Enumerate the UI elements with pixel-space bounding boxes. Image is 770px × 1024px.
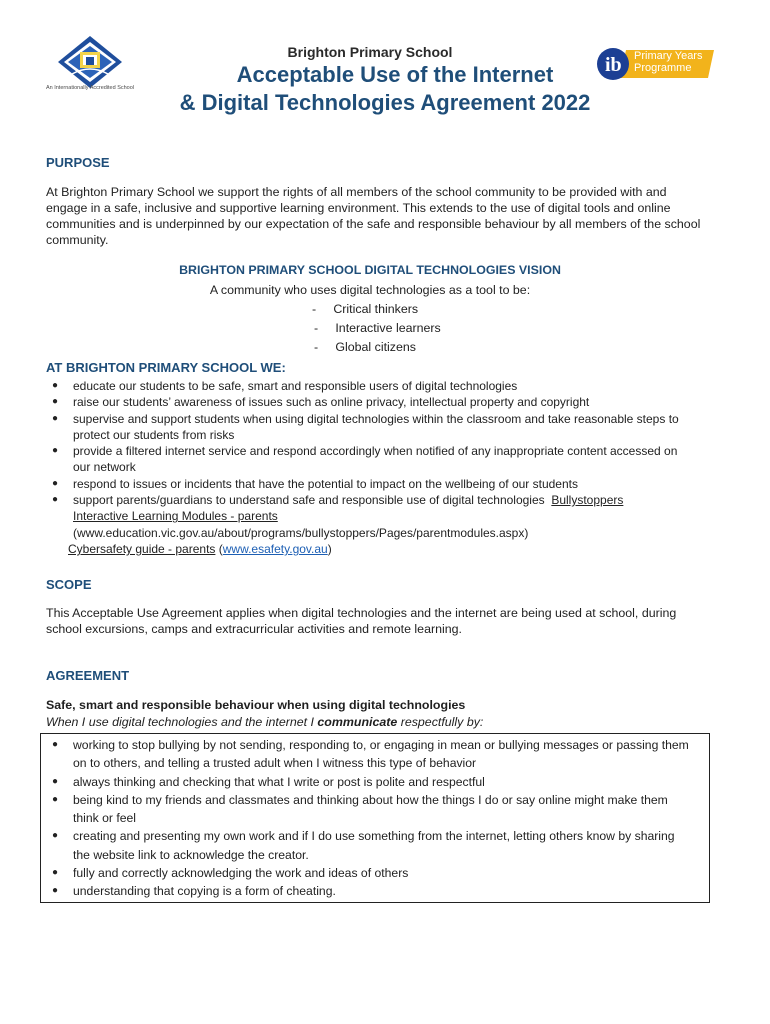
bullet: ● [52,412,59,424]
bullet: ● [52,445,59,457]
list-item: ● creating and presenting my own work and if I do use something from the internet, letting others know by sharing the website link to acknowledge the creator. [52,829,675,862]
list-item: ● working to stop bullying by not sending, responding to, or engaging in mean or bullying messages or passing them on to others, and telling a trusted adult when I witness this type of behavior [52,738,689,771]
agreement-subheading: Safe, smart and responsible behaviour when using digital technologies [46,698,466,712]
scope-text: This Acceptable Use Agreement applies when digital technologies and the internet are being used at school, during school excursions, camps and extracurricular activities and remote learning. [46,606,677,636]
vision-item-global-citizens [314,340,416,354]
scope-heading: SCOPE [46,577,92,592]
vision-item-label: Global citizens [335,340,416,354]
bullet: ● [52,494,59,506]
list-item: ● being kind to my friends and classmates and thinking about how the things I do or say online might make them think or feel [52,792,668,826]
vision-item-label: Interactive learners [335,321,441,335]
list-item: ● raise our students’ awareness of issues such as online privacy, intellectual property and copyright [52,395,590,410]
vision-intro: A community who uses digital technologies as a tool to be: [209,283,531,297]
vision-heading: BRIGHTON PRIMARY SCHOOL DIGITAL TECHNOLOGIES VISION [179,263,561,277]
bullet: ● [52,477,59,489]
we-list [46,378,686,541]
list-item: ● fully and correctly acknowledging the work and ideas of others [46,864,694,882]
we-heading: AT BRIGHTON PRIMARY SCHOOL WE: [46,360,286,375]
agreement-list [46,736,694,901]
bullet: ● [52,885,59,897]
cybersafety-guide-link[interactable]: Cybersafety guide - parents [68,542,216,556]
bullet: ● [52,380,59,391]
bullet: ● [52,867,59,879]
bullystoppers-link[interactable]: Bullystoppers [551,493,624,508]
document-title-line-2: & Digital Technologies Agreement 2022 [179,90,591,115]
vision-dash: - [314,321,319,335]
ib-label-line-2: Programme [634,62,692,74]
agreement-heading: AGREEMENT [46,668,130,683]
vision-item-label: Critical thinkers [333,302,419,316]
purpose-text: At Brighton Primary School we support the rights of all members of the school community to be provided with and engage in a safe, inclusive and supportive learning environment. This extends to the use of digital tools and online communities and is underpinned by our expectation of the safe and responsible behaviour by all members of the school community. [46,185,701,247]
agreement-intro: When I use digital technologies and the internet I communicate respectfully by: [46,715,484,729]
list-item: ● always thinking and checking that what I write or post is polite and respectful [46,773,694,791]
interactive-modules-link[interactable]: Interactive Learning Modules - parents [73,509,278,524]
school-name: Brighton Primary School [287,44,453,60]
list-item: ● understanding that copying is a form of cheating. [46,882,694,900]
vision-dash: - [314,340,319,354]
list-item: ● provide a filtered internet service and respond accordingly when notified of any inappropriate content accessed on our network [52,444,678,475]
vision-item-interactive-learners [314,321,441,335]
logo-caption: An Internationally Accredited School [45,85,135,91]
bullet: ● [52,775,59,787]
svg-text:ib: ib [605,54,622,76]
vision-item-critical-thinkers [312,302,418,316]
esafety-link[interactable]: www.esafety.gov.au [222,542,328,556]
vision-dash: - [312,302,317,316]
ib-label-line-1: Primary Years [634,50,703,62]
list-item: ● support parents/guardians to understand safe and responsible use of digital technologies Bullystoppers Interactive Learning Modules - parents (www.education.vic.gov.au/about/programs/bullystoppers/Pages/parentmodules.aspx) [52,493,624,540]
document-title-line-1: Acceptable Use of the Internet [236,62,554,87]
bullystoppers-url: (www.education.vic.gov.au/about/programs/bullystoppers/Pages/parentmodules.aspx) [73,525,529,540]
bullet: ● [52,830,59,842]
cybersafety-line: Cybersafety guide - parents (www.esafety.gov.au) [68,542,332,556]
list-item: ● supervise and support students when using digital technologies within the classroom and take reasonable steps to protect our students from risks [52,411,679,442]
bullet: ● [52,396,59,408]
purpose-heading: PURPOSE [46,155,110,170]
bullet: ● [52,793,59,805]
list-item: ● respond to issues or incidents that have the potential to impact on the wellbeing of our students [52,476,578,491]
list-item: ● educate our students to be safe, smart and responsible users of digital technologies [52,379,518,393]
bullet: ● [52,739,59,750]
